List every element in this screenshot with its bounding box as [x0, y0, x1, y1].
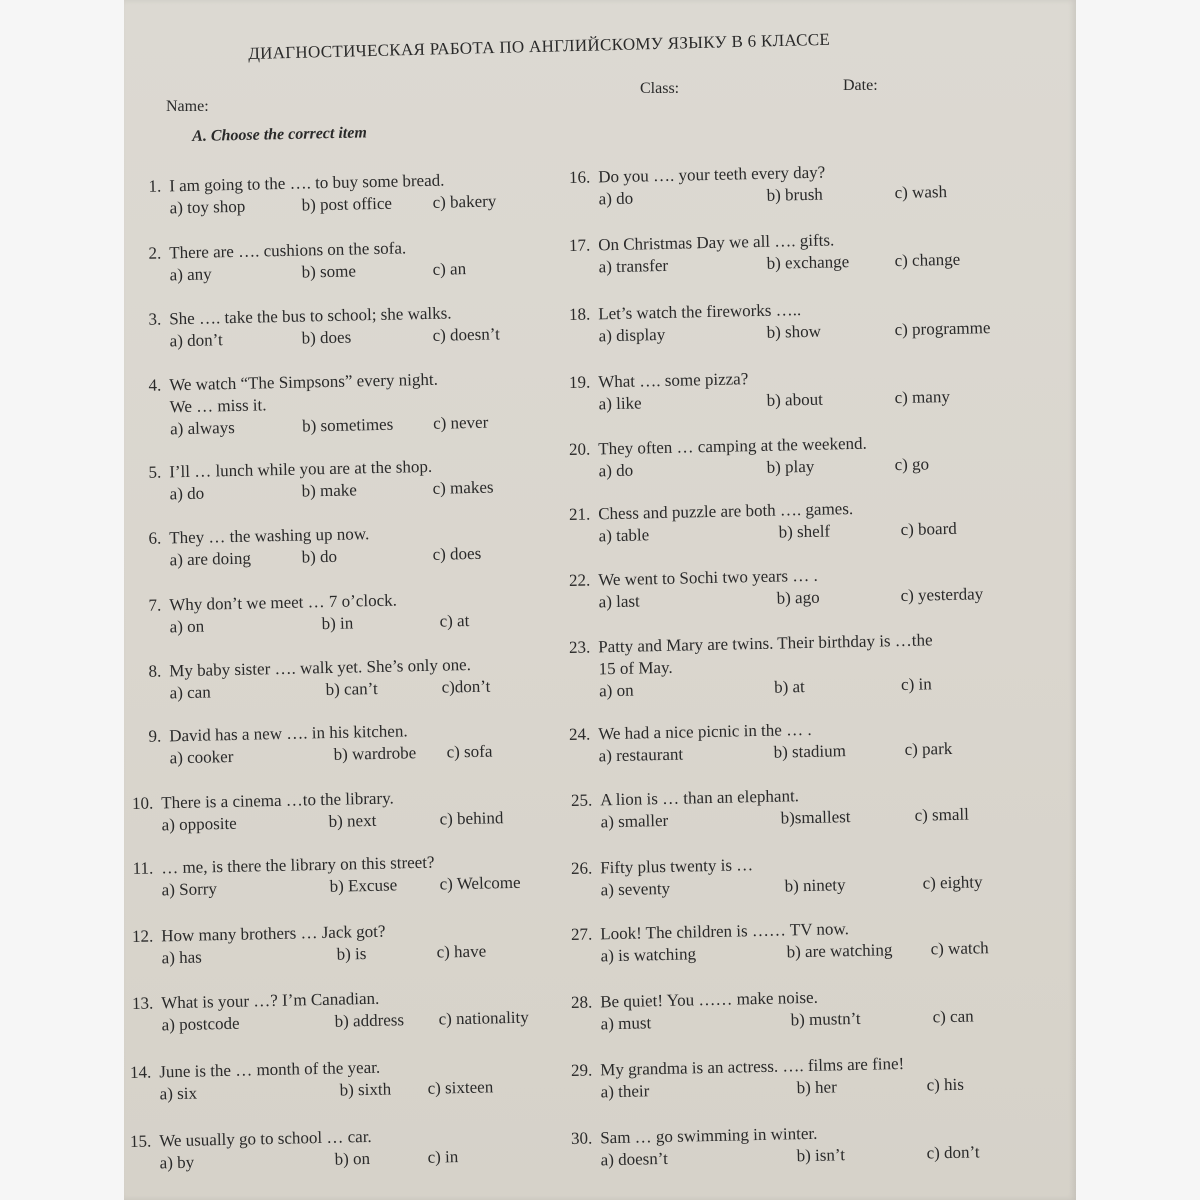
answer-option-c[interactable]: c) yesterday	[900, 584, 984, 605]
answer-option-c[interactable]: c)don’t	[441, 676, 491, 697]
question-text: Let’s watch the fireworks …..	[598, 300, 802, 324]
question-number: 5.	[148, 462, 162, 482]
answer-option-a[interactable]: a) don’t	[169, 330, 223, 351]
question-number: 12.	[131, 926, 154, 946]
answer-option-c[interactable]: c) go	[894, 454, 930, 475]
answer-option-c[interactable]: c) an	[432, 259, 467, 279]
question-item	[568, 1123, 980, 1172]
question-item	[566, 565, 984, 614]
question-text: She …. take the bus to school; she walks.	[169, 303, 452, 329]
question-item	[137, 302, 501, 353]
name-label: Name:	[166, 98, 209, 115]
answer-option-b[interactable]: b) ninety	[784, 875, 846, 896]
answer-option-b[interactable]: b) is	[336, 944, 367, 964]
answer-option-b[interactable]: b) does	[301, 327, 352, 348]
question-number: 3.	[148, 309, 162, 329]
answer-option-c[interactable]: c) sofa	[446, 741, 493, 762]
question-number: 17.	[568, 235, 591, 255]
answer-option-b[interactable]: b) on	[334, 1148, 371, 1169]
answer-option-c[interactable]: c) his	[926, 1074, 965, 1095]
question-number: 20.	[568, 439, 591, 459]
question-number: 29.	[570, 1060, 593, 1080]
answer-option-a[interactable]: a) on	[598, 680, 634, 701]
answer-option-c[interactable]: c) wash	[894, 182, 948, 203]
question-item	[137, 456, 494, 506]
answer-option-b[interactable]: b) sixth	[339, 1079, 392, 1100]
question-item	[137, 369, 489, 441]
answer-option-c[interactable]: c) bakery	[432, 191, 497, 212]
answer-option-c[interactable]: c) nationality	[438, 1007, 529, 1029]
question-text: How many brothers … Jack got?	[161, 921, 386, 946]
question-number: 24.	[568, 724, 591, 744]
answer-option-a[interactable]: a) display	[598, 324, 666, 346]
question-text: Fifty plus twenty is …	[600, 855, 754, 878]
answer-option-b[interactable]: b)smallest	[780, 807, 851, 828]
answer-option-c[interactable]: c) can	[932, 1006, 974, 1027]
question-item	[566, 629, 934, 703]
answer-option-b[interactable]: b) in	[321, 613, 354, 634]
answer-option-b[interactable]: b) shelf	[778, 521, 831, 542]
question-text: What …. some pizza?	[598, 369, 749, 392]
date-label: Date:	[843, 77, 878, 94]
question-number: 15.	[129, 1131, 152, 1151]
answer-option-b[interactable]: b) next	[328, 810, 377, 831]
section-heading: A. Choose the correct item	[192, 124, 367, 145]
answer-option-c[interactable]: c) Welcome	[439, 872, 521, 894]
question-item	[137, 523, 482, 572]
answer-option-a[interactable]: a) postcode	[161, 1013, 240, 1035]
question-number: 21.	[568, 504, 591, 524]
answer-option-a[interactable]: a) on	[169, 616, 205, 637]
question-number: 8.	[148, 661, 162, 681]
question-item	[129, 921, 487, 970]
answer-option-a[interactable]: a) any	[169, 264, 212, 285]
answer-option-a[interactable]: a) restaurant	[598, 744, 684, 766]
answer-option-c[interactable]: c) have	[436, 941, 487, 962]
question-number: 18.	[568, 304, 591, 324]
question-text: We had a nice picnic in the … .	[598, 719, 812, 744]
answer-option-b[interactable]: b) wardrobe	[333, 743, 417, 764]
question-item	[129, 787, 504, 837]
question-item	[127, 1057, 494, 1106]
answer-option-a[interactable]: a) by	[159, 1152, 195, 1173]
question-number: 26.	[570, 858, 593, 878]
question-item	[137, 170, 497, 220]
question-number: 30.	[570, 1128, 593, 1148]
answer-option-c[interactable]: c) makes	[432, 477, 494, 498]
question-text: There is a cinema …to the library.	[161, 788, 394, 813]
answer-option-c[interactable]: c) in	[900, 674, 932, 694]
right-margin	[1076, 0, 1200, 1200]
question-text: Look! The children is …… TV now.	[600, 919, 850, 944]
question-number: 13.	[131, 993, 154, 1013]
question-number: 9.	[148, 726, 162, 746]
answer-options	[566, 386, 951, 416]
answer-option-c[interactable]: c) park	[904, 738, 953, 759]
answer-option-c[interactable]: c) at	[439, 611, 470, 631]
question-text: I’ll … lunch while you are at the shop.	[169, 456, 433, 482]
question-number: 28.	[570, 992, 593, 1012]
question-item	[568, 1053, 965, 1104]
question-text: … me, is there the library on this street?	[161, 852, 435, 878]
answer-option-a[interactable]: a) doesn’t	[600, 1148, 669, 1170]
question-item	[566, 162, 948, 211]
answer-option-b[interactable]: b) brush	[766, 184, 824, 205]
answer-option-b[interactable]: b) play	[766, 456, 815, 477]
question-number: 27.	[570, 924, 593, 944]
question-text-line2: We … miss it.	[169, 395, 267, 417]
question-text: My grandma is an actress. …. films are fine!	[600, 1053, 905, 1080]
answer-option-c[interactable]: c) behind	[439, 808, 504, 829]
answer-option-c[interactable]: c) watch	[930, 938, 989, 959]
question-item	[129, 852, 521, 902]
question-text: They often … camping at the weekend.	[598, 433, 867, 459]
question-text: Be quiet! You …… make noise.	[600, 987, 819, 1012]
answer-option-c[interactable]: c) in	[427, 1147, 459, 1167]
question-item	[137, 590, 470, 639]
question-number: 1.	[148, 176, 162, 196]
question-item	[566, 229, 961, 279]
question-text: A lion is … than an elephant.	[600, 786, 800, 810]
question-number: 16.	[568, 167, 591, 187]
answer-option-a[interactable]: a) seventy	[600, 878, 671, 900]
answer-option-a[interactable]: a) smaller	[600, 810, 669, 832]
answer-option-c[interactable]: c) many	[894, 386, 951, 408]
answer-option-c[interactable]: c) board	[900, 518, 957, 539]
question-item	[568, 987, 974, 1036]
answer-option-a[interactable]: a) six	[159, 1083, 198, 1104]
question-number: 6.	[148, 528, 162, 548]
question-item	[568, 785, 970, 834]
answer-option-b[interactable]: b) isn’t	[796, 1145, 846, 1166]
question-number: 23.	[568, 637, 591, 657]
answer-option-a[interactable]: a) are doing	[169, 548, 252, 570]
answer-option-b[interactable]: b) exchange	[766, 252, 850, 273]
answer-option-c[interactable]: c) programme	[894, 318, 991, 340]
question-item	[566, 433, 930, 483]
answer-option-b[interactable]: b) mustn’t	[790, 1008, 861, 1030]
answer-option-b[interactable]: b) are watching	[786, 940, 893, 962]
question-number: 11.	[132, 858, 154, 878]
answer-option-a[interactable]: a) toy shop	[169, 196, 246, 218]
question-text: We usually go to school … car.	[159, 1126, 372, 1151]
question-text: June is the … month of the year.	[159, 1057, 381, 1082]
answer-option-c[interactable]: c) never	[432, 412, 489, 433]
answer-option-b[interactable]: b) stadium	[773, 741, 847, 762]
answer-option-a[interactable]: a) Sorry	[161, 879, 218, 900]
question-number: 14.	[129, 1062, 152, 1082]
answer-option-b[interactable]: b) about	[766, 389, 824, 410]
answer-option-c[interactable]: c) don’t	[926, 1142, 980, 1163]
answer-option-a[interactable]: a) like	[598, 393, 642, 414]
answer-option-a[interactable]: a) do	[598, 188, 634, 209]
answer-option-b[interactable]: b) sometimes	[301, 414, 394, 436]
answer-option-a[interactable]: a) do	[598, 460, 634, 481]
answer-option-b[interactable]: b) some	[301, 261, 357, 282]
question-number: 25.	[570, 790, 593, 810]
question-text: Chess and puzzle are both …. games.	[598, 498, 854, 524]
answer-option-c[interactable]: c) small	[914, 804, 970, 825]
question-number: 19.	[568, 372, 591, 392]
answer-option-a[interactable]: a) can	[169, 682, 211, 703]
class-label: Class:	[640, 80, 680, 97]
left-margin	[0, 0, 124, 1200]
question-item	[137, 237, 467, 287]
answer-options	[568, 872, 983, 902]
question-number: 10.	[131, 793, 154, 813]
question-item	[129, 988, 529, 1037]
question-text: I am going to the …. to buy some bread.	[169, 170, 445, 196]
question-item	[127, 1126, 459, 1175]
answer-option-a[interactable]: a) always	[169, 417, 235, 439]
question-item	[137, 720, 493, 770]
question-text: Patty and Mary are twins. Their birthday is …the	[598, 630, 933, 657]
answer-option-a[interactable]: a) cooker	[169, 746, 234, 768]
question-text: My baby sister …. walk yet. She’s only one.	[169, 655, 472, 681]
answer-option-b[interactable]: b) her	[796, 1077, 837, 1098]
answer-option-b[interactable]: b) do	[301, 546, 338, 567]
question-text: Do you …. your teeth every day?	[598, 162, 826, 187]
question-number: 2.	[148, 243, 162, 263]
answer-option-c[interactable]: c) eighty	[922, 872, 983, 893]
answer-option-b[interactable]: b) address	[334, 1010, 405, 1031]
question-item	[566, 498, 957, 548]
question-item	[566, 299, 991, 348]
question-text: They … the washing up now.	[169, 524, 370, 548]
question-item	[568, 918, 989, 968]
question-text: On Christmas Day we all …. gifts.	[598, 230, 835, 255]
answer-option-a[interactable]: a) last	[598, 591, 640, 612]
question-item	[568, 854, 983, 902]
question-text-line2: 15 of May.	[598, 657, 673, 679]
answer-option-b[interactable]: b) can’t	[325, 678, 378, 700]
question-item	[137, 654, 491, 705]
question-text: David has a new …. in his kitchen.	[169, 721, 408, 746]
answer-option-a[interactable]: a) must	[600, 1013, 652, 1034]
question-text: We went to Sochi two years … .	[598, 565, 818, 590]
answer-option-a[interactable]: a) their	[600, 1081, 650, 1102]
answer-option-a[interactable]: a) has	[161, 947, 202, 968]
question-text: We watch “The Simpsons” every night.	[169, 369, 439, 395]
question-text: What is your …? I’m Canadian.	[161, 988, 380, 1013]
question-number: 7.	[148, 595, 162, 615]
answer-option-b[interactable]: b) at	[773, 677, 805, 697]
answer-option-b[interactable]: b) Excuse	[329, 875, 398, 896]
question-item	[566, 719, 953, 768]
answer-option-a[interactable]: a) table	[598, 525, 650, 546]
question-number: 22.	[568, 570, 591, 590]
answer-option-c[interactable]: c) change	[894, 249, 961, 271]
document-title: ДИАГНОСТИЧЕСКАЯ РАБОТА ПО АНГЛИЙСКОМУ ЯЗЫКУ В 6 КЛАССЕ	[248, 29, 831, 63]
question-number: 4.	[148, 375, 162, 395]
question-text: Sam … go swimming in winter.	[600, 1123, 818, 1148]
answer-option-c[interactable]: c) doesn’t	[432, 324, 501, 345]
answer-option-a[interactable]: a) transfer	[598, 255, 669, 277]
answer-option-c[interactable]: c) does	[432, 543, 482, 564]
answer-option-a[interactable]: a) do	[169, 483, 205, 504]
answer-option-b[interactable]: b) ago	[776, 587, 820, 608]
answer-option-b[interactable]: b) make	[301, 480, 358, 501]
answer-option-b[interactable]: b) post office	[301, 193, 393, 215]
answer-option-b[interactable]: b) show	[766, 321, 822, 342]
answer-option-a[interactable]: a) opposite	[161, 813, 237, 835]
answer-option-a[interactable]: a) is watching	[600, 944, 697, 966]
answer-option-c[interactable]: c) sixteen	[427, 1077, 494, 1098]
question-item	[566, 368, 951, 416]
question-text: There are …. cushions on the sofa.	[169, 238, 407, 263]
question-text: Why don’t we meet … 7 o’clock.	[169, 590, 398, 615]
